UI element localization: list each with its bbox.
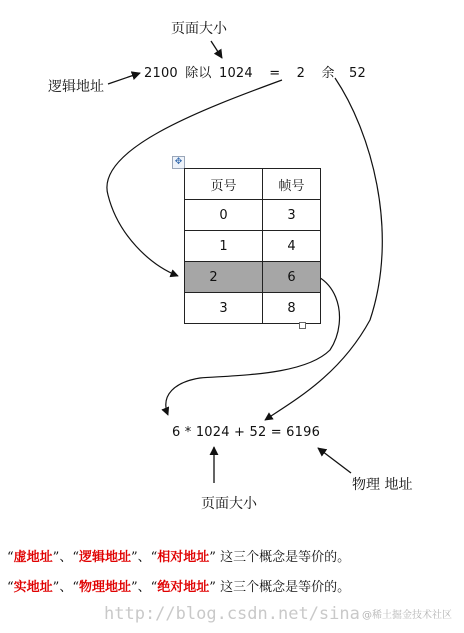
page-number-cell: 1: [185, 231, 263, 262]
header-page-number: 页号: [185, 169, 263, 200]
note-line-1: “虚地址”、“逻辑地址”、“相对地址” 这三个概念是等价的。: [7, 550, 351, 565]
table-resize-handle[interactable]: [299, 322, 306, 329]
table-row-highlighted: [185, 262, 321, 293]
division-equation: [144, 62, 366, 81]
header-frame-number: 帧号: [263, 169, 321, 200]
table-row: [185, 200, 321, 231]
quotient: 2: [296, 66, 306, 81]
remainder: 52: [349, 66, 366, 81]
remainder-word: 余: [321, 66, 335, 81]
note-line-2-suffix: 这三个概念是等价的。: [215, 580, 351, 595]
watermark-badge: @稀土掘金技术社区: [362, 606, 452, 621]
term-virtual-address: 虚地址: [13, 550, 53, 565]
physical-address-equation: 6 * 1024 + 52 = 6196: [172, 425, 321, 440]
frame-number-cell: 3: [263, 200, 321, 231]
dividend: 2100: [144, 66, 178, 81]
arrow-page-size-to-divisor: [211, 41, 222, 58]
arrow-logical-address-to-equation: [108, 73, 140, 84]
divisor: 1024: [218, 66, 253, 81]
page-table-header-row: [185, 169, 321, 200]
physical-address-label: 物理 地址: [352, 477, 413, 493]
arrow-physical-address-to-result: [318, 448, 351, 473]
term-absolute-address: 绝对地址: [157, 580, 210, 595]
term-real-address: 实地址: [13, 580, 53, 595]
table-row: [185, 293, 321, 324]
watermark-url: http://blog.csdn.net/sina: [104, 604, 360, 624]
page-number-cell: 0: [185, 200, 263, 231]
term-physical-address: 物理地址: [78, 580, 131, 595]
equals-sign: =: [269, 66, 281, 81]
division-operator: 除以: [185, 66, 212, 81]
page-number-cell: 2: [185, 262, 263, 293]
note-line-2: “实地址”、“物理地址”、“绝对地址” 这三个概念是等价的。: [7, 580, 351, 595]
term-logical-address: 逻辑地址: [78, 550, 131, 565]
page-number-cell: 3: [185, 293, 263, 324]
term-relative-address: 相对地址: [157, 550, 210, 565]
frame-number-cell: 8: [263, 293, 321, 324]
page-size-label-top: 页面大小: [171, 21, 227, 37]
frame-number-cell: 6: [263, 262, 321, 293]
page-size-label-bottom: 页面大小: [201, 496, 257, 512]
page-table: [184, 168, 321, 324]
note-line-1-suffix: 这三个概念是等价的。: [215, 550, 351, 565]
table-move-handle-icon[interactable]: ✥: [172, 156, 185, 169]
frame-number-cell: 4: [263, 231, 321, 262]
table-row: [185, 231, 321, 262]
logical-address-label: 逻辑地址: [48, 79, 104, 95]
